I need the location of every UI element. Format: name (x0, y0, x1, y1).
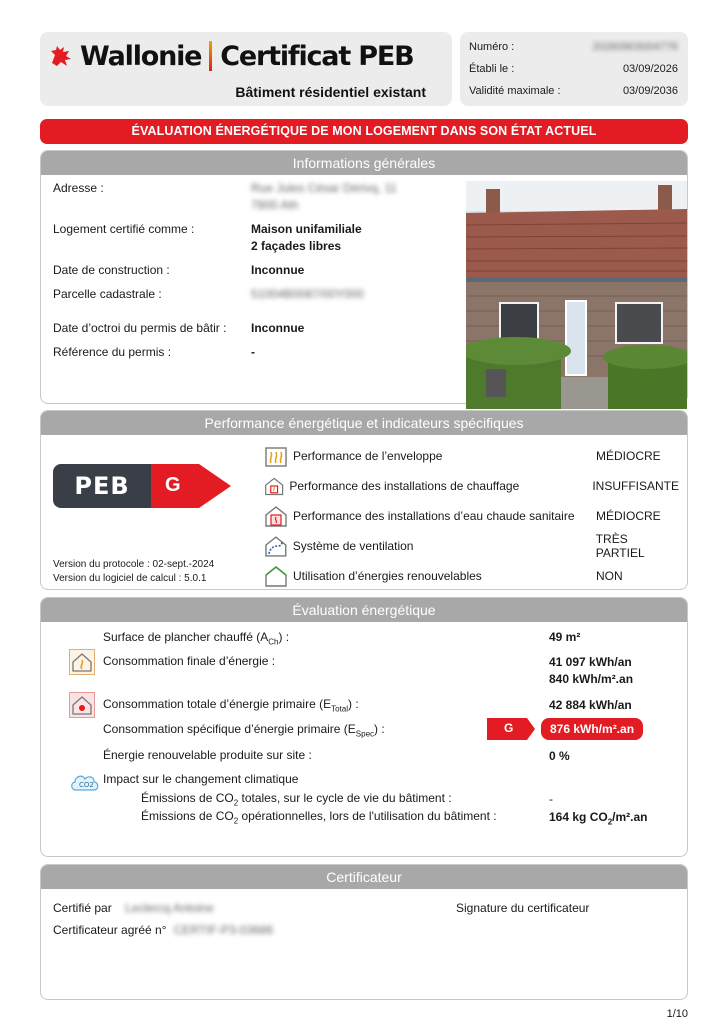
spec-class-letter: G (504, 721, 514, 735)
renouv-label: Énergie renouvelable produite sur site : (103, 748, 312, 762)
parcelle-value: 51004B0087/00Y000 (251, 287, 364, 301)
surface-suffix: ) : (278, 630, 290, 644)
adresse-value (251, 180, 397, 214)
rooster-icon (48, 43, 74, 69)
perf-label: Performance des installations d’eau chaude sanitaire (293, 509, 575, 523)
renewable-energy-icon (264, 564, 288, 588)
peb-logo: PEB (53, 464, 151, 508)
certificate-meta (460, 32, 688, 106)
perf-row-eau-chaude (264, 502, 679, 530)
version-protocole: Version du protocole : 02-sept.-2024 (53, 559, 215, 570)
finale-value-kwhm2: 840 kWh/m².an (549, 672, 634, 686)
heating-installation-icon (264, 474, 284, 498)
primaire-value: 42 884 kWh/an (549, 698, 632, 712)
peb-class-arrow (151, 464, 231, 508)
peb-class-badge (53, 464, 231, 508)
section-title: Performance énergétique et indicateurs spécifiques (41, 411, 687, 435)
primaire-sub: Total (331, 704, 349, 714)
perf-rating: MÉDIOCRE (596, 509, 661, 523)
logement-line2: 2 façades libres (251, 239, 342, 253)
co2-total-value: - (549, 792, 553, 806)
adresse-label: Adresse : (53, 181, 104, 195)
final-energy-icon (69, 649, 95, 675)
adresse-line2: 7800 Ath (251, 198, 299, 212)
perf-label: Performance de l’enveloppe (293, 449, 443, 463)
primaire-label (103, 697, 359, 713)
co2-sub: 2 (233, 798, 239, 808)
logement-line1: Maison unifamiliale (251, 222, 362, 236)
page-number: 1/10 (666, 1008, 688, 1020)
certifie-par (53, 901, 214, 915)
co2-total-label (141, 791, 452, 807)
co2-oper-text: Émissions de CO (141, 809, 234, 823)
section-certificateur (40, 864, 688, 1000)
validite-label: Validité maximale : (469, 85, 561, 97)
agree-value: CERTIF-P3-03686 (173, 923, 274, 937)
document-subtitle: Bâtiment résidentiel existant (235, 84, 426, 100)
section-title: Informations générales (41, 151, 687, 175)
reference-label: Référence du permis : (53, 345, 172, 359)
primary-energy-icon (69, 692, 95, 718)
spec-sub: Spec (355, 729, 375, 739)
co2-cloud-icon (69, 770, 101, 792)
meta-validite (469, 85, 678, 107)
reference-value: - (251, 345, 255, 359)
co2-total-suffix: totales, sur le cycle de vie du bâtiment : (238, 791, 452, 805)
spec-class-flag (487, 718, 535, 743)
etabli-label: Établi le : (469, 63, 515, 75)
adresse-line1: Rue Jules César Dérivq, 11 (251, 181, 397, 195)
spec-label (103, 722, 385, 738)
spec-text: Consommation spécifique d’énergie primaire (E (103, 722, 356, 736)
finale-values (549, 654, 633, 688)
renouv-value: 0 % (549, 749, 570, 763)
co2-value-sub: 2 (607, 817, 613, 827)
header-title-block (40, 32, 452, 106)
construction-label: Date de construction : (53, 263, 170, 277)
svg-text:CO2: CO2 (79, 781, 94, 789)
perf-row-enveloppe (264, 442, 679, 470)
parcelle-label: Parcelle cadastrale : (53, 287, 162, 301)
finale-label: Consommation finale d’énergie : (103, 654, 276, 668)
finale-value-kwh: 41 097 kWh/an (549, 655, 632, 669)
meta-numero (469, 41, 678, 63)
construction-value: Inconnue (251, 263, 305, 277)
co2-oper-suffix: opérationnelles, lors de l'utilisation du bâtiment : (238, 809, 497, 823)
numero-label: Numéro : (469, 41, 515, 53)
signature-label: Signature du certificateur (456, 901, 590, 915)
perf-row-renouvelable (264, 562, 679, 590)
co2-total-text: Émissions de CO (141, 791, 234, 805)
co2-sub: 2 (233, 816, 239, 826)
certificateur-agree (53, 923, 273, 937)
perf-label: Système de ventilation (292, 539, 414, 553)
primaire-suffix: ) : (348, 697, 359, 711)
co2-oper-value (549, 809, 648, 830)
perf-rating: NON (596, 569, 623, 583)
evaluation-banner: ÉVALUATION ÉNERGÉTIQUE DE MON LOGEMENT DANS SON ÉTAT ACTUEL (40, 119, 688, 144)
section-title: Évaluation énergétique (41, 598, 687, 622)
agree-label: Certificateur agréé n° (53, 923, 167, 937)
class-arrow-shape (151, 464, 231, 508)
validite-value: 03/09/2036 (622, 85, 678, 97)
primaire-text: Consommation totale d’énergie primaire (E (103, 697, 332, 711)
peb-class-letter: G (165, 474, 181, 496)
surface-text: Surface de plancher chauffé (A (103, 630, 269, 644)
brand-separator (209, 41, 212, 71)
hot-water-icon (264, 504, 288, 528)
section-title: Certificateur (41, 865, 687, 889)
house-photo (466, 181, 687, 409)
section-performance (40, 410, 688, 590)
version-logiciel: Version du logiciel de calcul : 5.0.1 (53, 573, 207, 584)
co2-oper-label (141, 809, 497, 825)
perf-label: Performance des installations de chauffage (289, 479, 520, 493)
spec-value-pill: 876 kWh/m².an (541, 718, 643, 740)
logement-value (251, 221, 362, 255)
surface-label (103, 630, 289, 646)
section-general-info (40, 150, 688, 404)
octroi-value: Inconnue (251, 321, 305, 335)
logement-label: Logement certifié comme : (53, 222, 195, 236)
brand-wallonie: Wallonie (80, 40, 202, 72)
etabli-value: 03/09/2026 (622, 63, 678, 75)
certifie-value: Leclercq Antoine (125, 901, 214, 915)
section-evaluation (40, 597, 688, 857)
co2-oper-value-text: 164 kg CO (549, 810, 608, 824)
ventilation-icon (264, 534, 288, 558)
certifie-label: Certifié par (53, 901, 112, 915)
perf-rating: TRÈS PARTIEL (595, 532, 645, 560)
climat-label: Impact sur le changement climatique (103, 772, 299, 786)
meta-etabli (469, 63, 678, 85)
envelope-heat-icon (264, 444, 288, 468)
surface-sub: Ch (268, 637, 279, 647)
numero-value: 20260903004776 (592, 41, 678, 53)
perf-label: Utilisation d’énergies renouvelables (293, 569, 482, 583)
spec-suffix: ) : (374, 722, 385, 736)
surface-value: 49 m² (549, 630, 581, 644)
wallonie-logo (48, 40, 413, 72)
octroi-label: Date d’octroi du permis de bâtir : (53, 321, 227, 335)
perf-rating: MÉDIOCRE (596, 449, 661, 463)
perf-row-chauffage (264, 472, 679, 500)
co2-oper-value-unit: /m².an (612, 810, 648, 824)
brand-certificat: Certificat PEB (220, 40, 414, 72)
perf-rating: INSUFFISANTE (592, 479, 679, 493)
perf-row-ventilation (264, 532, 679, 560)
